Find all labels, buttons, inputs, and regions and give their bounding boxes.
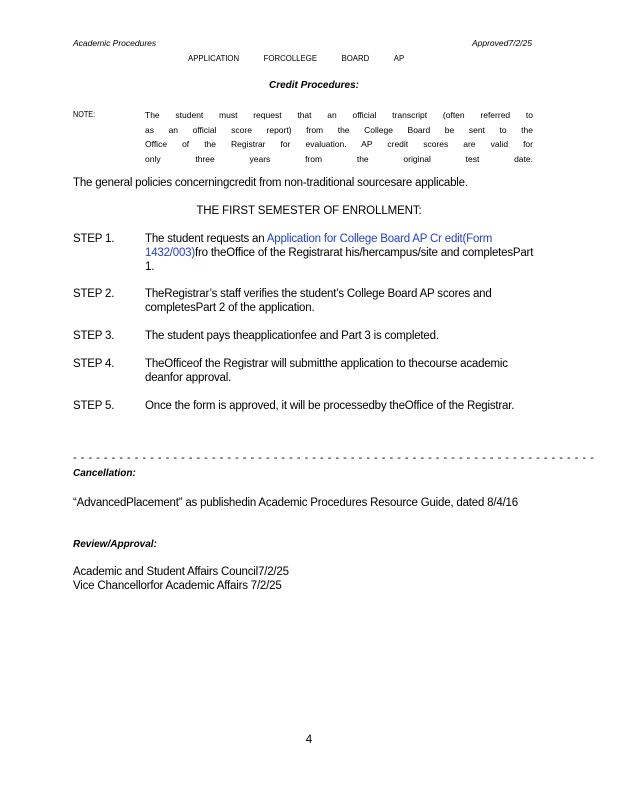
- title-word: FORCOLLEGE: [263, 53, 318, 63]
- title-word: AP: [393, 53, 405, 63]
- document-subtitle: Credit Procedures:: [268, 80, 360, 91]
- document-title: [188, 53, 404, 63]
- cancellation-label: Cancellation:: [73, 468, 136, 479]
- step-text: Once the form is approved, it will be processedby theOffice of the Registrar.: [145, 400, 515, 412]
- note-text: [145, 108, 533, 166]
- application-form-link[interactable]: Application for College Board AP Cr edit(Form 1432/003): [145, 233, 493, 259]
- step-label: STEP 5.: [73, 400, 115, 412]
- step-text-after-link: fro theOffice of the Registrarat his/hercampus/site and completesPart 1.: [145, 247, 534, 273]
- dashed-separator: - - - - - - - - - - - - - - - - - - - - - - - - - - - - - - - - - - - - - - - - - - - - - - - - - - - - - - - - - - - - - - - - - - - -: [73, 452, 595, 464]
- review-approval-label: Review/Approval:: [73, 539, 157, 550]
- step-text: TheOfficeof the Registrar will submitthe application to thecourse academic deanfor approval.: [145, 358, 508, 384]
- note-line: Office of the Registrar for evaluation. AP credit scores are valid for: [145, 139, 533, 149]
- step-label: STEP 2.: [73, 288, 115, 300]
- general-policy-text: The general policies concerningcredit from non-traditional sourcesare applicable.: [73, 177, 468, 189]
- note-line: The student must request that an official transcript (often referred to: [145, 110, 533, 120]
- step-text: [145, 232, 535, 274]
- page-number: 4: [305, 734, 313, 746]
- title-word: APPLICATION: [188, 53, 240, 63]
- title-word: BOARD: [341, 53, 370, 63]
- header-right: Approved7/2/25: [471, 38, 532, 48]
- step-label: STEP 4.: [73, 358, 115, 370]
- step-text: TheRegistrar’s staff verifies the student’s College Board AP scores and completesPart 2 of the application.: [145, 288, 492, 314]
- review-line-chancellor: Vice Chancellorfor Academic Affairs 7/2/25: [73, 580, 282, 592]
- cancellation-text: “AdvancedPlacement” as publishedin Academic Procedures Resource Guide, dated 8/4/16: [73, 497, 518, 509]
- note-line: only three years from the original test date.: [145, 153, 533, 164]
- step-label: STEP 1.: [73, 233, 115, 245]
- note-label: NOTE:: [73, 109, 96, 119]
- review-line-council: Academic and Student Affairs Council7/2/25: [73, 566, 289, 578]
- note-line: as an official score report) from the College Board be sent to the: [145, 124, 533, 135]
- step-text-before-link: The student requests an: [145, 233, 267, 245]
- header-left: Academic Procedures: [73, 38, 157, 48]
- step-label: STEP 3.: [73, 330, 115, 342]
- first-semester-heading: THE FIRST SEMESTER OF ENROLLMENT:: [196, 205, 422, 217]
- step-text: The student pays theapplicationfee and Part 3 is completed.: [145, 330, 439, 342]
